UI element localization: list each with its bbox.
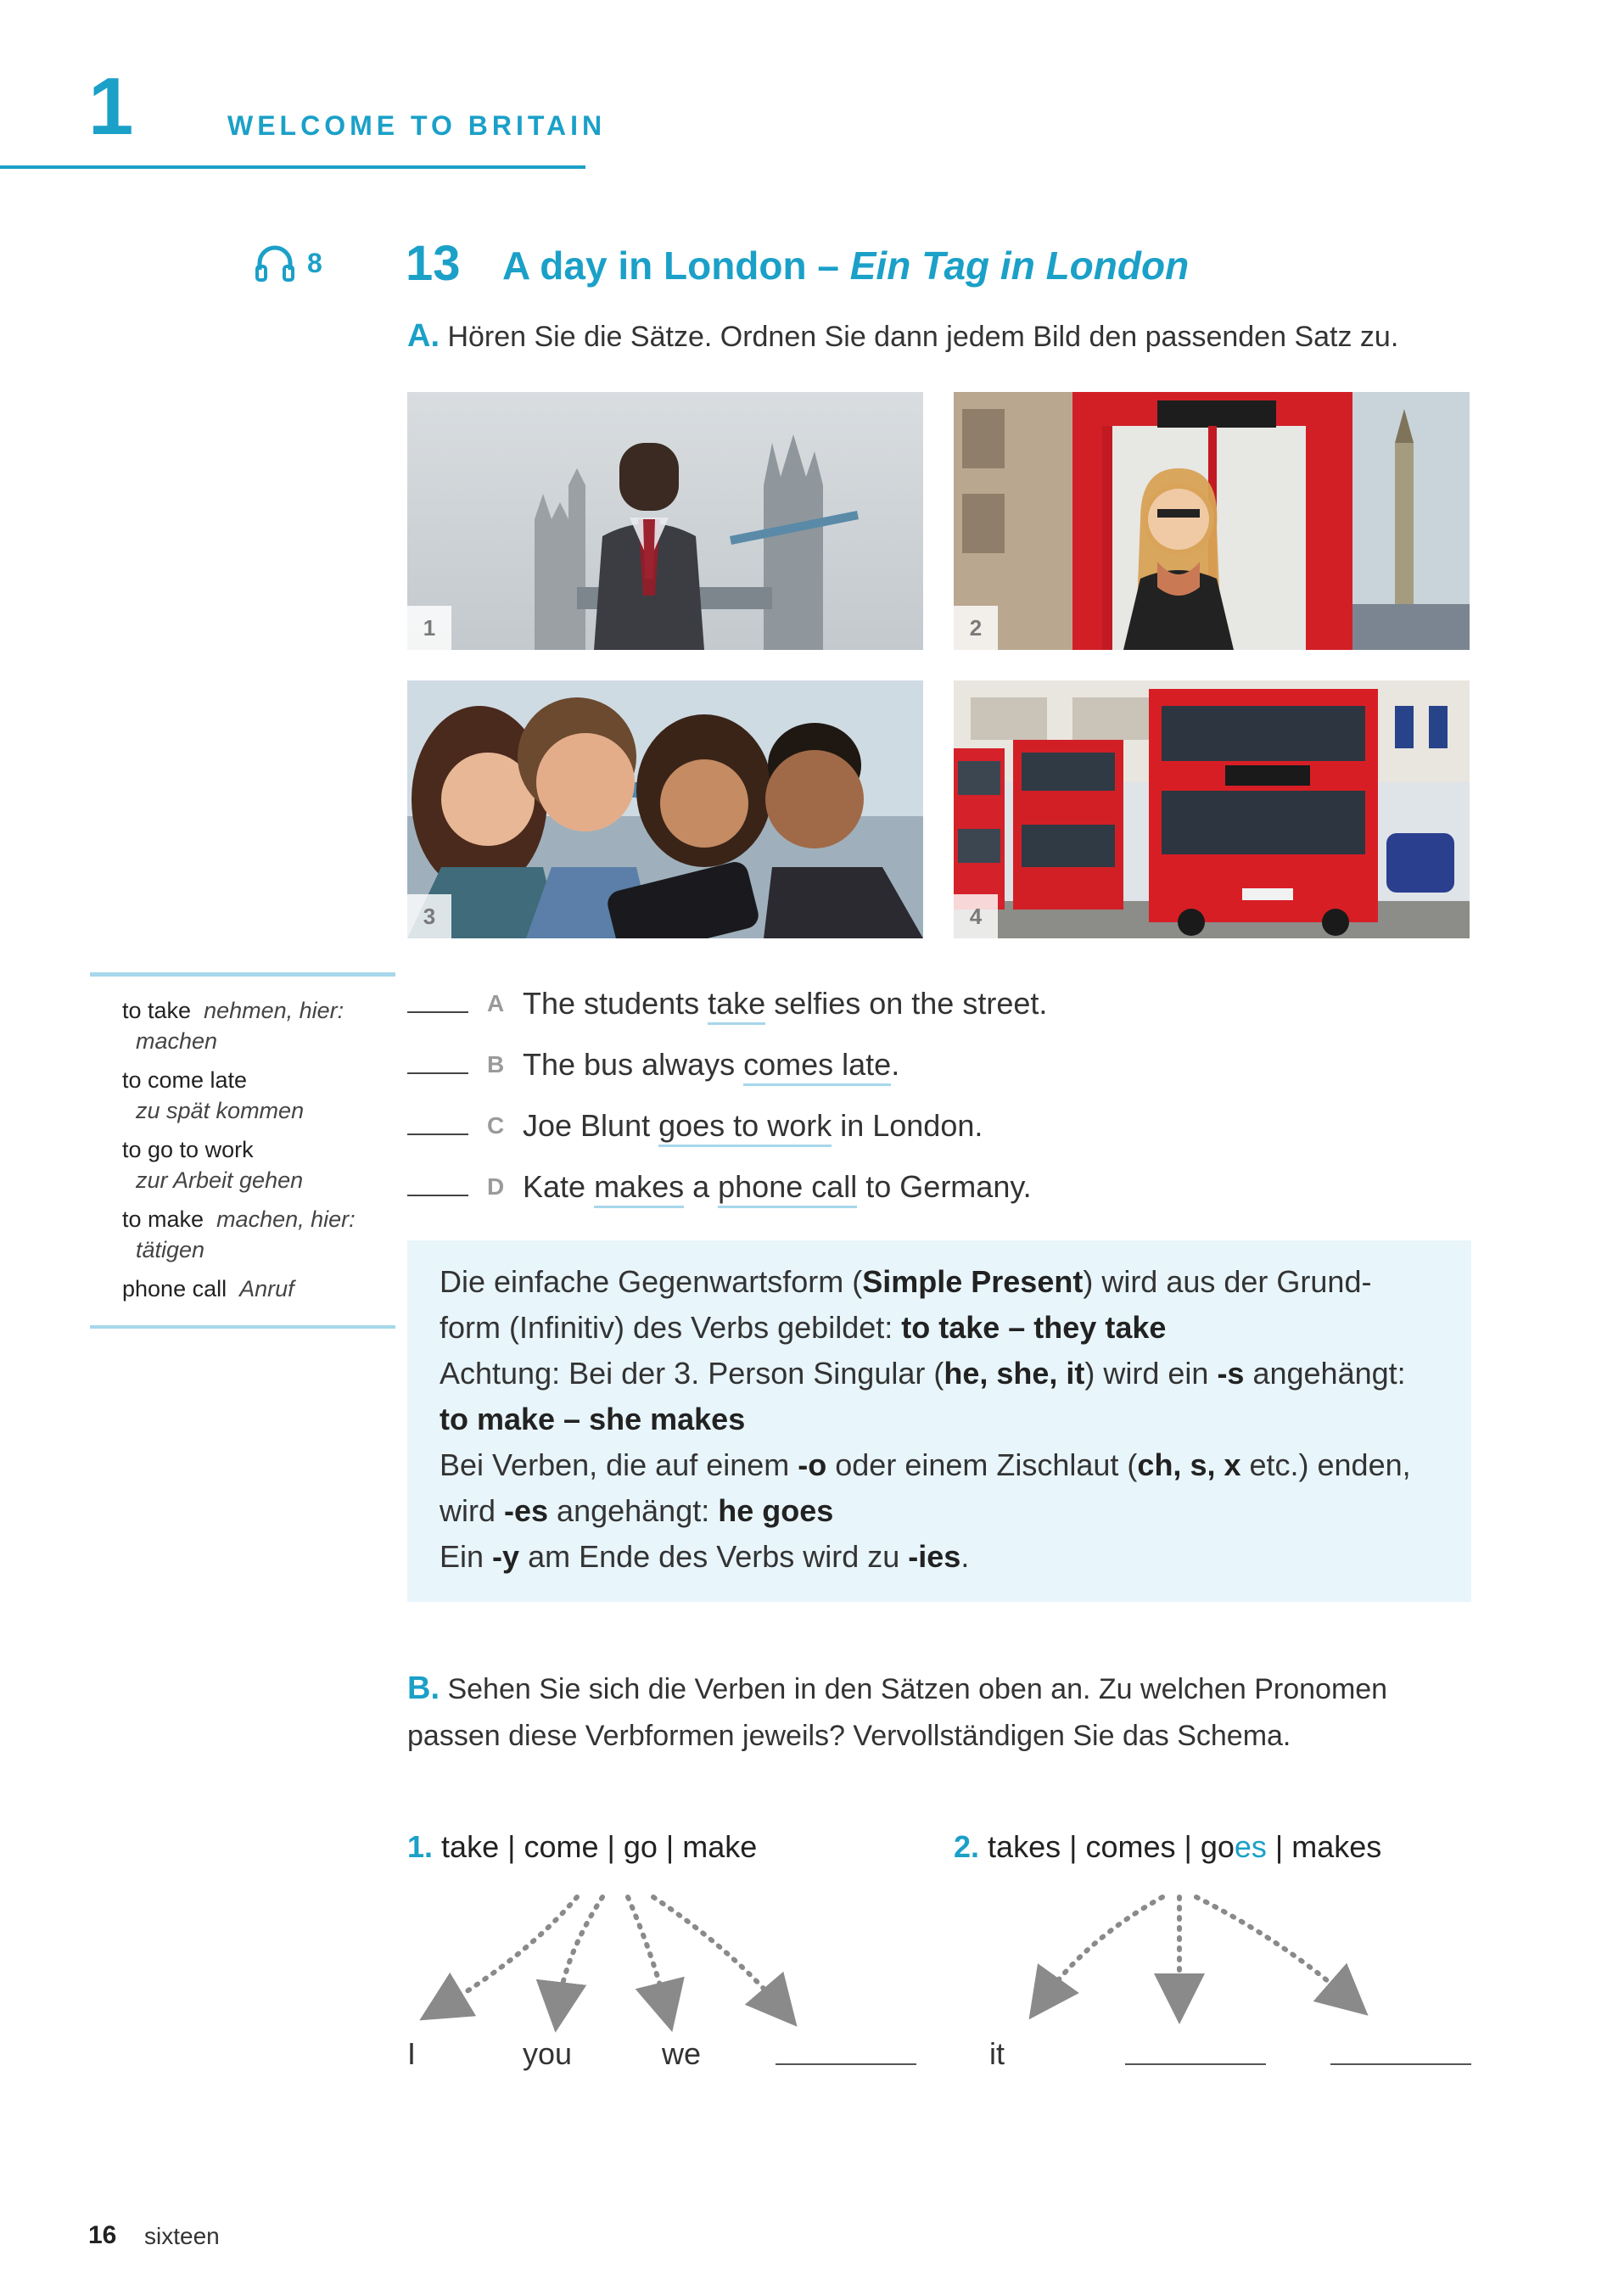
dotted-arrow xyxy=(1044,1897,1162,1999)
photo-1 xyxy=(407,392,923,650)
pronoun-label: I xyxy=(407,2036,417,2071)
vocab-en: to make xyxy=(122,1206,204,1232)
header-rule xyxy=(0,165,585,169)
sentence-d xyxy=(407,1166,1032,1208)
vocab-de: zu spät kommen xyxy=(136,1098,305,1124)
friends-selfie-photo xyxy=(407,680,923,938)
verb-list-1: 1. take | come | go | make xyxy=(407,1829,758,1864)
verb-list-2: 2. takes | comes | goes | makes xyxy=(954,1829,1382,1864)
vocab-item xyxy=(122,1065,394,1127)
chapter-number: 1 xyxy=(88,61,134,152)
businessman-tower-bridge-photo xyxy=(407,392,923,650)
grammar-line: Ein -y am Ende des Verbs wird zu -ies. xyxy=(440,1539,970,1574)
audio-reference[interactable] xyxy=(255,244,322,282)
pronoun-label: we xyxy=(662,2036,702,2071)
sentence-text: Joe Blunt goes to work in London. xyxy=(523,1108,983,1144)
instruction-a xyxy=(407,311,1476,361)
page-number: 16 xyxy=(88,2221,117,2249)
sentence-c xyxy=(407,1105,983,1147)
instruction-b-line2: passen diese Verbformen jeweils? Vervollständigen Sie das Schema. xyxy=(407,1720,1291,1753)
dotted-arrow xyxy=(653,1897,781,2007)
vocab-de: nehmen, hier: xyxy=(204,998,344,1023)
exercise-title-de: Ein Tag in London xyxy=(849,243,1190,288)
grammar-line: Die einfache Gegenwartsform (Simple Present) wird aus der Grund- xyxy=(440,1264,1372,1299)
photo-number: 4 xyxy=(954,894,998,938)
instruction-b-letter: B. xyxy=(407,1671,440,1706)
exercise-number: 13 xyxy=(406,236,461,291)
pronoun-label: it xyxy=(989,2036,1005,2071)
grammar-line: form (Infinitiv) des Verbs gebildet: to take – they take xyxy=(440,1310,1167,1345)
vocab-item xyxy=(122,1134,394,1196)
vocab-item xyxy=(122,995,394,1057)
grammar-line: Bei Verben, die auf einem -o oder einem Zischlaut (ch, s, x etc.) enden, xyxy=(440,1447,1411,1482)
sentence-text: The bus always comes late. xyxy=(523,1047,899,1083)
chapter-title: WELCOME TO BRITAIN xyxy=(227,110,607,141)
answer-line[interactable] xyxy=(1330,2063,1471,2065)
grammar-line: Achtung: Bei der 3. Person Singular (he, she, it) wird ein -s angehängt: xyxy=(440,1356,1406,1391)
vocab-en: phone call xyxy=(122,1276,227,1301)
dotted-arrow xyxy=(628,1897,666,2007)
photo-number: 3 xyxy=(407,894,451,938)
page-number-word: sixteen xyxy=(144,2223,220,2249)
vocab-de: machen xyxy=(136,1028,218,1055)
grammar-line: to make – she makes xyxy=(440,1402,746,1436)
photo-2 xyxy=(954,392,1470,650)
photo-number: 2 xyxy=(954,606,998,650)
sentence-letter: D xyxy=(487,1173,505,1200)
audio-track-number: 8 xyxy=(307,247,322,278)
answer-line[interactable] xyxy=(1125,2063,1266,2065)
red-buses-photo xyxy=(954,680,1470,938)
arrow-diagram xyxy=(407,1880,1476,2033)
photo-3 xyxy=(407,680,923,938)
answer-blank[interactable] xyxy=(407,1011,468,1013)
grammar-line: wird -es angehängt: he goes xyxy=(440,1493,834,1528)
answer-line[interactable] xyxy=(776,2063,916,2065)
vocab-item xyxy=(122,1204,394,1266)
vocab-de: zur Arbeit gehen xyxy=(136,1167,304,1194)
headphones-icon xyxy=(255,244,295,282)
dotted-arrow xyxy=(441,1897,577,2007)
sentence-letter: B xyxy=(487,1051,505,1078)
instruction-a-text: Hören Sie die Sätze. Ordnen Sie dann jedem Bild den passenden Satz zu. xyxy=(447,321,1399,353)
answer-blank[interactable] xyxy=(407,1134,468,1135)
sentence-b xyxy=(407,1044,899,1086)
vocab-de: Anruf xyxy=(239,1276,294,1301)
sentence-text: Kate makes a phone call to Germany. xyxy=(523,1169,1032,1205)
exercise-title-en: A day in London – xyxy=(502,243,850,288)
answer-blank[interactable] xyxy=(407,1072,468,1074)
vocab-en: to take xyxy=(122,998,192,1023)
woman-phone-box-photo xyxy=(954,392,1470,650)
sentence-a xyxy=(407,982,1047,1025)
vocabulary-box xyxy=(90,972,395,1329)
vocab-en: to go to work xyxy=(122,1137,254,1162)
pronoun-label: you xyxy=(523,2036,573,2071)
photo-number: 1 xyxy=(407,606,451,650)
vocab-de: tätigen xyxy=(136,1237,205,1263)
instruction-b xyxy=(407,1663,1476,1760)
exercise-title xyxy=(502,243,1190,288)
sentence-letter: A xyxy=(487,990,505,1016)
dotted-arrow xyxy=(1196,1897,1349,1999)
photo-4 xyxy=(954,680,1470,938)
sentence-letter: C xyxy=(487,1112,505,1139)
sentence-text: The students take selfies on the street. xyxy=(523,986,1047,1022)
grammar-box xyxy=(407,1240,1471,1602)
vocab-de: machen, hier: xyxy=(216,1206,356,1232)
instruction-a-letter: A. xyxy=(407,318,440,354)
vocab-en: to come late xyxy=(122,1067,248,1093)
instruction-b-line1: Sehen Sie sich die Verben in den Sätzen oben an. Zu welchen Pronomen xyxy=(447,1673,1388,1705)
answer-blank[interactable] xyxy=(407,1195,468,1196)
vocab-item xyxy=(122,1273,394,1304)
